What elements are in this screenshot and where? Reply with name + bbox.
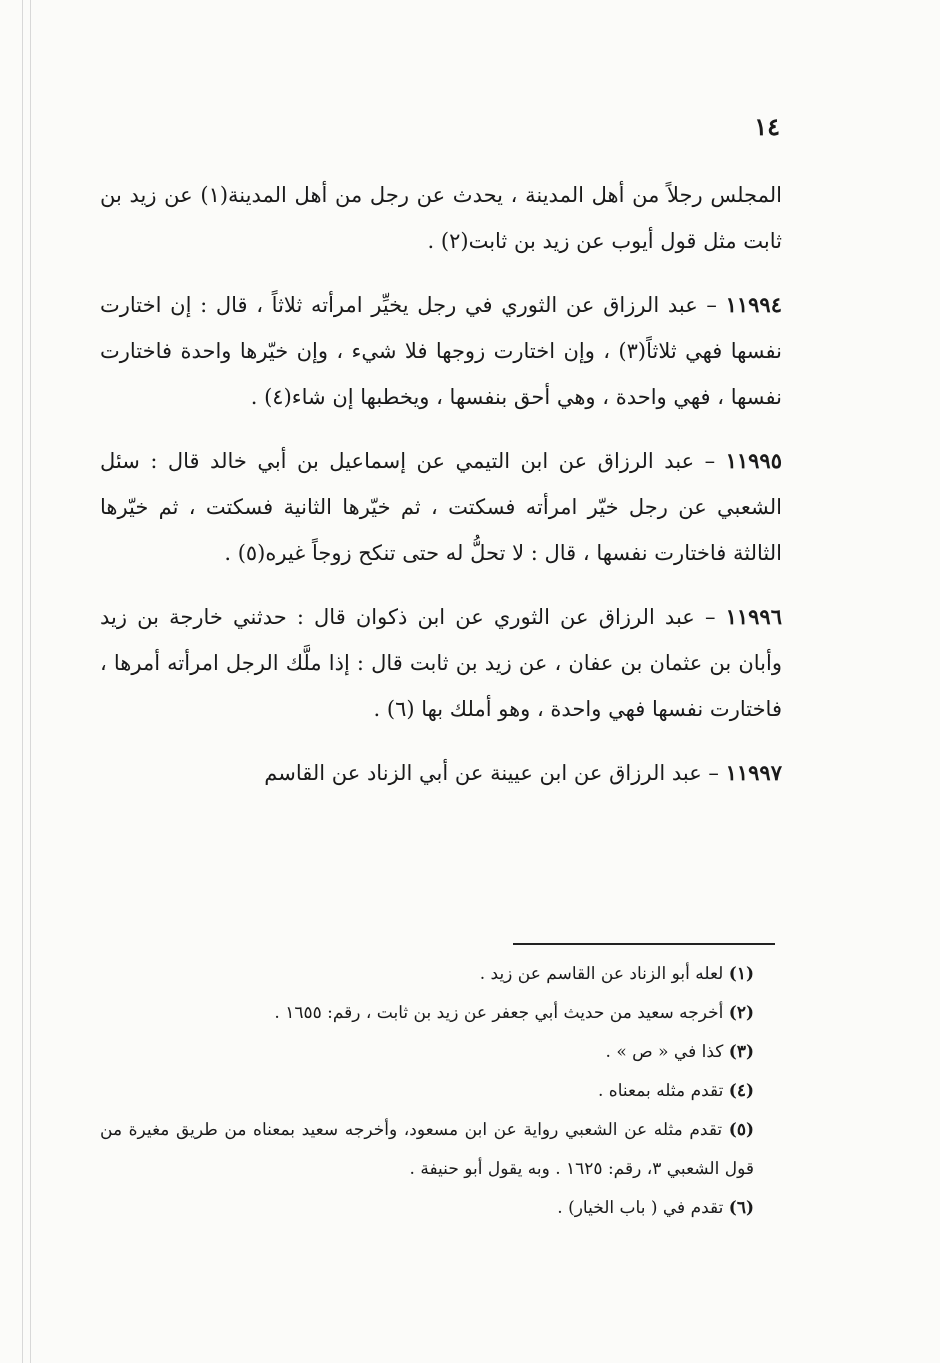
entry-number: ١١٩٩٦ <box>725 604 782 629</box>
entry-number: ١١٩٩٥ <box>725 448 782 473</box>
footnote-3 <box>100 1033 782 1072</box>
footnote-text: تقدم مثله بمعناه . <box>598 1081 729 1101</box>
entry-11997 <box>100 750 782 796</box>
entry-11996 <box>100 594 782 732</box>
paragraph-text: المجلس رجلاً من أهل المدينة ، يحدث عن رجل من أهل المدينة(١) عن زيد بن ثابت مثل قول أيوب عن زيد بن ثابت(٢) . <box>100 183 782 253</box>
paragraph-text: – عبد الرزاق عن ابن عيينة عن أبي الزناد عن القاسم <box>264 761 726 785</box>
entry-11995 <box>100 438 782 576</box>
footnote-number: (١) <box>728 964 754 984</box>
footnote-text: أخرجه سعيد من حديث أبي جعفر عن زيد بن ثابت ، رقم: ١٦٥٥ . <box>274 1003 729 1023</box>
footnote-number: (٣) <box>728 1042 754 1062</box>
footnote-text: تقدم في ( باب الخيار) . <box>557 1198 729 1218</box>
footnote-separator <box>513 943 775 945</box>
footnote-text: تقدم مثله عن الشعبي رواية عن ابن مسعود، وأخرجه سعيد بمعناه من طريق مغيرة من قول الشعبي ٣، رقم: ١٦٢٥ . وبه يقول أبو حنيفة . <box>100 1120 754 1179</box>
footnote-number: (٦) <box>728 1198 754 1218</box>
footnote-2 <box>100 994 782 1033</box>
footnote-5 <box>100 1111 782 1189</box>
footnote-number: (٢) <box>728 1003 754 1023</box>
entry-number: ١١٩٩٤ <box>725 292 782 317</box>
footnote-text: لعله أبو الزناد عن القاسم عن زيد . <box>479 964 729 984</box>
paragraph-text: – عبد الرزاق عن الثوري في رجل يخيِّر امرأته ثلاثاً ، قال : إن اختارت نفسها فهي ثلاثاً(٣) ، وإن اختارت زوجها فلا شيء ، وإن خيّرها واحدة فاختارت نفسها ، فهي واحدة ، وهي أحق بنفسها ، ويخطبها إن شاء(٤) . <box>100 293 782 409</box>
footnotes <box>100 955 782 1228</box>
footnote-number: (٤) <box>728 1081 754 1101</box>
footnote-4 <box>100 1072 782 1111</box>
footnote-text: كذا في « ص » . <box>605 1042 729 1062</box>
footnote-number: (٥) <box>728 1120 754 1140</box>
paragraph-text: – عبد الرزاق عن ابن التيمي عن إسماعيل بن أبي خالد قال : سئل الشعبي عن رجل خيّر امرأته فسكتت ، ثم خيّرها الثانية فسكتت ، ثم خيّرها الثالثة فاختارت نفسها ، قال : لا تحلُّ له حتى تنكح زوجاً غيره(٥) . <box>100 449 782 565</box>
margin-rule <box>22 0 23 1363</box>
paragraph-continuation <box>100 172 782 264</box>
margin-rule <box>30 0 31 1363</box>
main-text <box>100 172 782 814</box>
footnote-6 <box>100 1189 782 1228</box>
entry-number: ١١٩٩٧ <box>725 760 782 785</box>
page-number: ١٤ <box>754 112 780 141</box>
paragraph-text: – عبد الرزاق عن الثوري عن ابن ذكوان قال : حدثني خارجة بن زيد وأبان بن عثمان بن عفان ، عن زيد بن ثابت قال : إذا ملَّك الرجل امرأته أمرها ، فاختارت نفسها فهي واحدة ، وهو أملك بها (٦) . <box>100 605 782 721</box>
entry-11994 <box>100 282 782 420</box>
document-page <box>100 0 782 1363</box>
footnote-1 <box>100 955 782 994</box>
